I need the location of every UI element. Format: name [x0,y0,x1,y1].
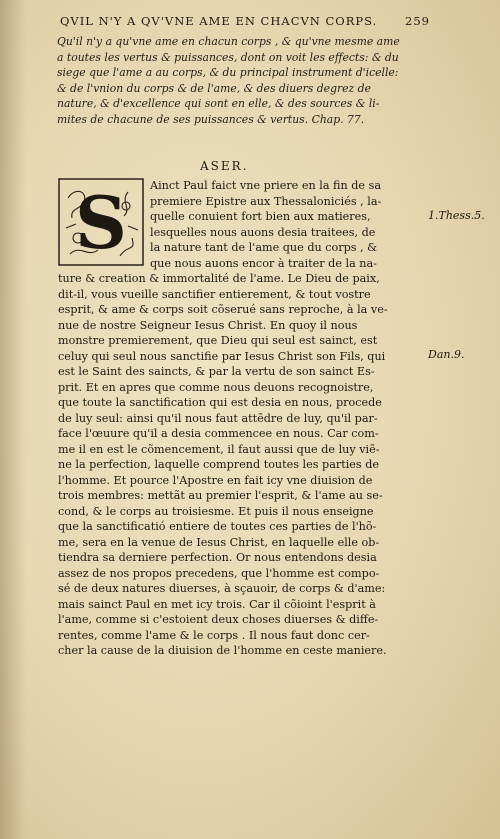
body-line: que nous auons encor à traiter de la na- [150,256,377,270]
margin-note-2: Dan.9. [428,348,465,361]
speaker-heading: ASER. [200,159,249,173]
body-line: quelle conuient fort bien aux matieres, [150,210,371,223]
body-line: me, sera en la venue de Iesus Christ, en laquelle elle ob- [58,535,380,549]
body-line: la nature tant de l'ame que du corps , & [150,241,378,254]
body-line: monstre premierement, que Dieu qui seul est sainct, est [58,334,378,347]
binding-shadow [0,0,26,839]
body-line: me il en est le cõmencement, il faut aussi que de luy viẽ- [58,442,380,456]
body-line: celuy qui seul nous sanctifie par Iesus Christ son Fils, qui [58,349,386,363]
summary-line: siege que l'ame a au corps, & du principal instrument d'icelle: [57,66,399,79]
body-line: rentes, comme l'ame & le corps . Il nous faut donc cer- [58,628,370,642]
body-line: face l'œuure qu'il a desia commencee en nous. Car com- [58,427,379,440]
body-line: que toute la sanctification qui est desia en nous, procede [58,396,382,409]
body-line: Ainct Paul faict vne priere en la fin de sa [150,179,382,192]
body-line: l'ame, comme si c'estoient deux choses diuerses & diffe- [58,613,379,626]
body-line: nue de nostre Seigneur Iesus Christ. En quoy il nous [58,318,358,332]
chapter-summary [57,34,429,127]
body-line: est le Saint des saincts, & par la vertu de son sainct Es- [58,365,375,378]
initial-letter: S [75,180,127,265]
body-line: cher la cause de la diuision de l'homme en ceste maniere. [58,644,387,657]
summary-line: a toutes les vertus & puissances, dont on voit les effects: & du [57,50,399,64]
running-head [60,14,430,28]
body-line: premiere Epistre aux Thessaloniciés , la- [150,194,382,208]
page-number: 259 [405,14,430,28]
body-line: l'homme. Et pource l'Apostre en fait icy vne diuision de [58,473,373,487]
body-line: lesquelles nous auons desia traitees, de [150,225,376,239]
summary-line: nature, & d'excellence qui sont en elle, & des sources & li- [57,97,380,110]
body-line: que la sanctificatió entiere de toutes ces parties de l'hõ- [58,520,377,533]
body-line: tiendra sa derniere perfection. Or nous entendons desia [58,551,377,564]
summary-line: & de l'vnion du corps & de l'ame, & des diuers degrez de [57,81,371,95]
body-line: sé de deux natures diuerses, à sçauoir, de corps & d'ame: [58,582,386,595]
body-line: assez de nos propos precedens, que l'homme est compo- [58,566,380,580]
summary-line: Qu'il n'y a qu'vne ame en chacun corps , & qu'vne mesme ame [57,35,400,48]
running-head-title: QVIL N'Y A QV'VNE AME EN CHACVN CORPS. [60,14,378,28]
body-line: ture & creation & immortalité de l'ame. Le Dieu de paix, [58,272,380,285]
body-line: de luy seul: ainsi qu'il nous faut attẽdre de luy, qu'il par- [58,411,378,425]
body-line: dit-il, vous vueille sanctifier entierement, & tout vostre [58,287,371,301]
body-line: ne la perfection, laquelle comprend toutes les parties de [58,458,380,471]
summary-line: mites de chacune de ses puissances & vertus. Chap. 77. [57,112,365,126]
body-line: cond, & le corps au troisiesme. Et puis il nous enseigne [58,504,374,518]
body-line: prit. Et en apres que comme nous deuons recognoistre, [58,380,374,394]
body-line: esprit, & ame & corps soit cõserué sans reproche, à la ve- [58,303,388,316]
body-line: mais sainct Paul en met icy trois. Car il cõioint l'esprit à [58,597,376,611]
body-text [58,178,420,659]
margin-note-1: 1.Thess.5. [428,209,485,222]
body-line: trois membres: mettãt au premier l'esprit, & l'ame au se- [58,489,383,502]
